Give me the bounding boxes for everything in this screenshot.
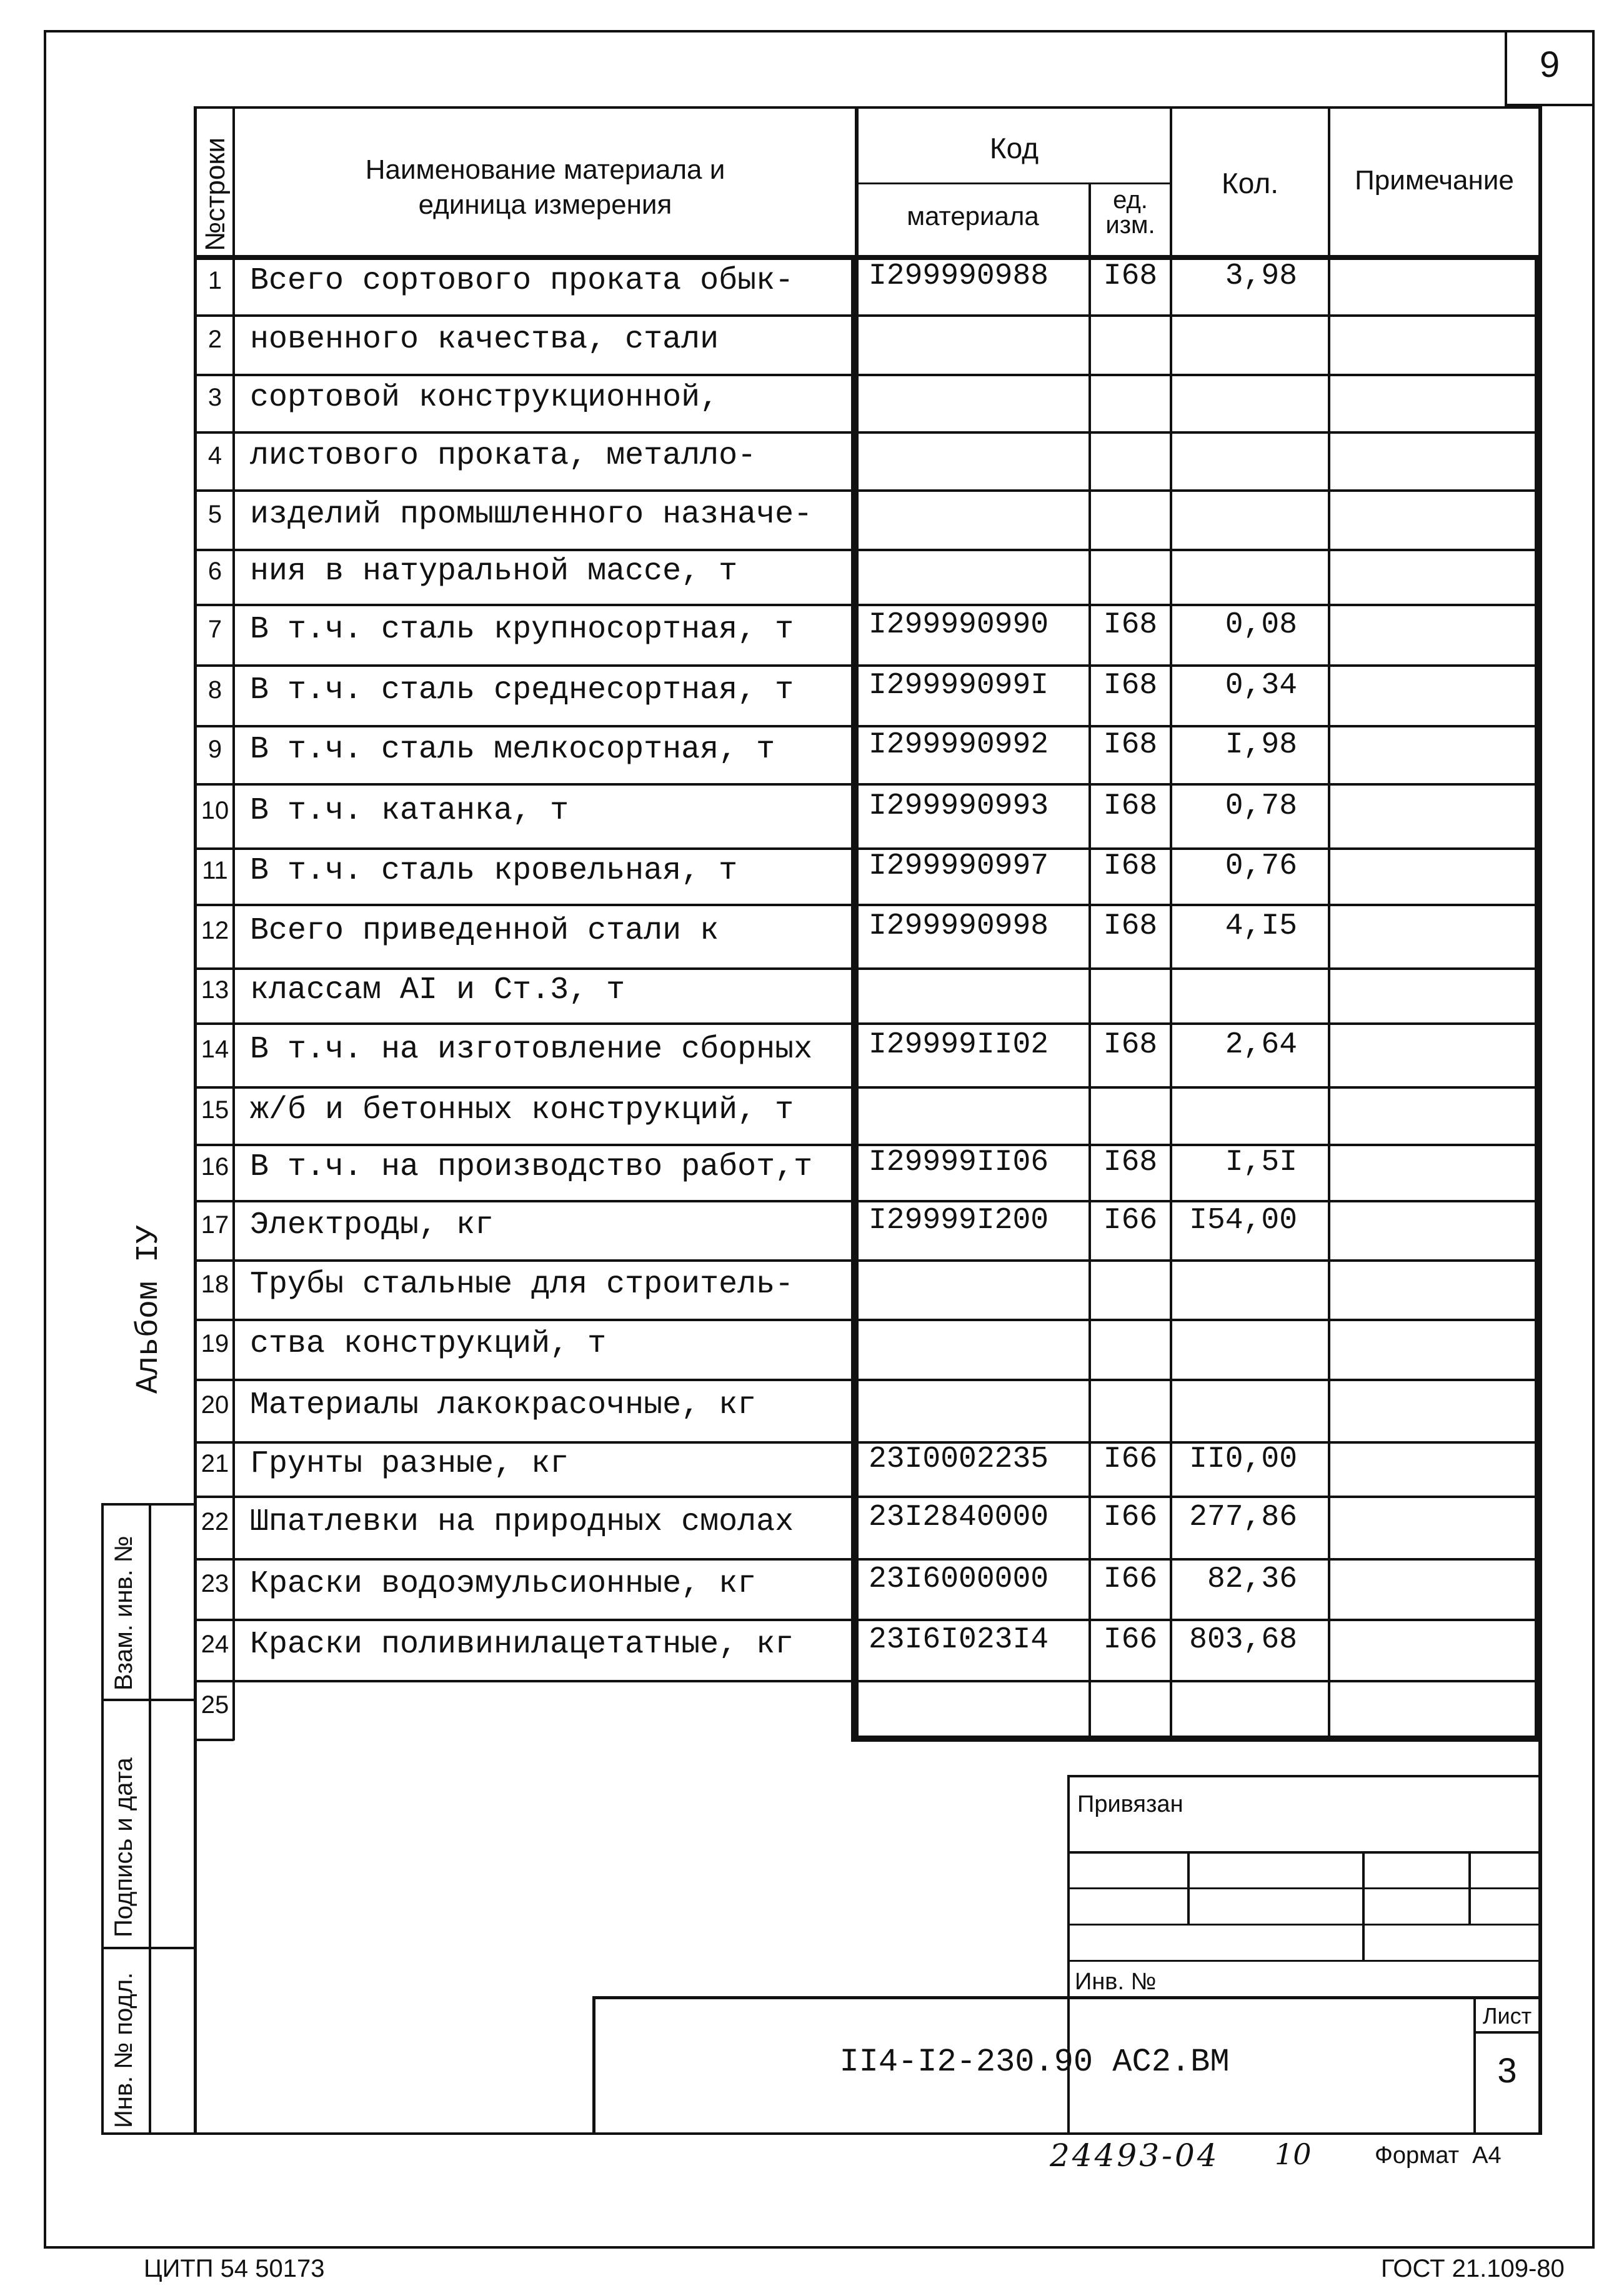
body-thick-right <box>1535 257 1542 1742</box>
table-row <box>0 1024 1624 1087</box>
row-qty: I,5I <box>1225 1146 1297 1179</box>
row-name: В т.ч. сталь мелкосортная, т <box>250 732 775 767</box>
table-row <box>0 666 1624 726</box>
table-row <box>0 605 1624 666</box>
row-name: Всего сортового проката обык- <box>250 263 794 299</box>
row-qty: I,98 <box>1225 728 1297 762</box>
header-unit-b: изм. <box>1105 211 1155 239</box>
row-name: сортовой конструкционной, <box>250 380 719 416</box>
row-code: 23I0002235 <box>869 1442 1049 1476</box>
row-name: Грунты разные, кг <box>250 1446 569 1482</box>
row-number: 9 <box>207 736 222 763</box>
footer-right: ГОСТ 21.109-80 <box>1381 2255 1565 2282</box>
header-code: Код <box>989 132 1039 164</box>
stamp-line1 <box>1067 1851 1542 1854</box>
row-code: I29999II02 <box>869 1028 1049 1062</box>
header-note: Примечание <box>1355 165 1514 196</box>
table-row <box>0 1145 1624 1201</box>
row-number: 22 <box>201 1508 229 1536</box>
side-div1 <box>101 1699 195 1701</box>
row-unit: I68 <box>1103 608 1158 642</box>
row-qty: 277,86 <box>1189 1501 1297 1534</box>
stamp-list-div <box>1473 2031 1542 2034</box>
row-code: 23I6000000 <box>869 1562 1049 1596</box>
row-number: 19 <box>201 1330 229 1357</box>
table-row <box>0 784 1624 849</box>
row-code: I299990992 <box>869 728 1049 762</box>
table-row <box>0 1497 1624 1559</box>
table-row <box>0 375 1624 432</box>
stamp-doc-code: II4-I2-230.90 АС2.ВМ <box>839 2044 1230 2081</box>
row-qty: 4,I5 <box>1225 909 1297 943</box>
side-mid <box>149 1503 151 2134</box>
row-name: В т.ч. сталь кровельная, т <box>250 853 738 889</box>
table-row <box>0 1681 1624 1741</box>
stamp-main-top <box>592 1996 1542 1999</box>
stamp-privyazan-top <box>1067 1775 1542 1777</box>
row25-bottom-left <box>194 1739 234 1741</box>
row-name: Трубы стальные для строитель- <box>250 1267 794 1302</box>
header-unit-a: ед. <box>1113 186 1148 214</box>
row-code: I29999I200 <box>869 1204 1049 1237</box>
row-number: 10 <box>201 797 229 824</box>
row-name: ства конструкций, т <box>250 1326 607 1362</box>
row-number: 2 <box>207 326 222 353</box>
row-number: 16 <box>201 1153 229 1181</box>
stamp-list-label: Лист <box>1482 2003 1532 2029</box>
footer-left: ЦИТП 54 50173 <box>144 2255 325 2282</box>
row-unit: I68 <box>1103 909 1158 943</box>
row-unit: I68 <box>1103 259 1158 293</box>
row-name: В т.ч. сталь среднесортная, т <box>250 672 794 708</box>
row-code: I299990997 <box>869 849 1049 883</box>
row-name: Краски водоэмульсионные, кг <box>250 1566 757 1602</box>
row-code: 23I6I023I4 <box>869 1623 1049 1657</box>
row-number: 13 <box>201 976 229 1004</box>
header-material: материала <box>907 201 1039 231</box>
row-unit: I68 <box>1103 849 1158 883</box>
side-left <box>101 1503 104 2134</box>
row-number: 3 <box>207 384 222 411</box>
row-number: 24 <box>201 1631 229 1658</box>
table-row <box>0 550 1624 605</box>
row-number: 20 <box>201 1391 229 1419</box>
page-number: 9 <box>1539 44 1560 85</box>
row-qty: 0,76 <box>1225 849 1297 883</box>
row-number: 25 <box>201 1691 229 1719</box>
table-row <box>0 432 1624 491</box>
row-code: I299990993 <box>869 789 1049 823</box>
row-unit: I68 <box>1103 669 1158 702</box>
side-top <box>101 1503 195 1506</box>
row-code: I29999099I <box>869 669 1049 702</box>
row-name: Материалы лакокрасочные, кг <box>250 1387 757 1423</box>
body-thick-left <box>851 257 857 1742</box>
row-qty: II0,00 <box>1189 1442 1297 1476</box>
row-number: 11 <box>202 857 228 884</box>
table-row <box>0 1620 1624 1681</box>
row-name: В т.ч. сталь крупносортная, т <box>250 612 794 647</box>
header-name: Наименование материала и единица измерения <box>365 154 725 220</box>
table-row <box>0 726 1624 784</box>
header-qty: Кол. <box>1222 167 1278 199</box>
row-name: ж/б и бетонных конструкций, т <box>250 1092 794 1128</box>
row-number: 7 <box>207 616 222 643</box>
format-label: Формат А4 <box>1375 2142 1502 2169</box>
stamp-line4 <box>1067 1960 1542 1962</box>
handwritten-sheet: 10 <box>1275 2137 1312 2171</box>
row-unit: I66 <box>1103 1204 1158 1237</box>
row-unit: I66 <box>1103 1442 1158 1476</box>
row-number: 15 <box>201 1096 229 1124</box>
row-number: 17 <box>201 1211 229 1239</box>
row-qty: 2,64 <box>1225 1028 1297 1062</box>
handwritten-number: 24493-04 <box>1050 2137 1220 2174</box>
row-qty: 3,98 <box>1225 259 1297 293</box>
side-inv: Инв. № подл. <box>110 1972 137 2128</box>
stamp-privyazan: Привязан <box>1077 1791 1183 1817</box>
row-qty: 803,68 <box>1189 1623 1297 1657</box>
stamp-vline1 <box>1187 1851 1190 1924</box>
row-code: I299990990 <box>869 608 1049 642</box>
table-row <box>0 1380 1624 1442</box>
row-name: В т.ч. на изготовление сборных <box>250 1032 813 1067</box>
table-row <box>0 257 1624 316</box>
stamp-bottom <box>101 2132 1542 2135</box>
header-code-split <box>856 182 1171 184</box>
stamp-line3 <box>1067 1924 1542 1926</box>
frame-bottom <box>44 2246 1595 2249</box>
row-number: 1 <box>207 267 222 294</box>
header-top <box>194 106 1542 109</box>
row-unit: I66 <box>1103 1501 1158 1534</box>
table-row <box>0 1201 1624 1261</box>
side-podpis: Подпись и дата <box>110 1757 137 1937</box>
stamp-list-number: 3 <box>1497 2051 1517 2090</box>
table-row <box>0 1559 1624 1620</box>
body-thick-bottom <box>851 1736 1542 1742</box>
row-name: новенного качества, стали <box>250 322 719 357</box>
table-row <box>0 969 1624 1024</box>
row-unit: I68 <box>1103 1146 1158 1179</box>
row-name: В т.ч. на производство работ,т <box>250 1149 813 1185</box>
row-unit: I66 <box>1103 1562 1158 1596</box>
row-number: 18 <box>201 1271 229 1298</box>
row-number: 14 <box>201 1036 229 1063</box>
row-number: 8 <box>207 676 222 704</box>
row-number: 4 <box>207 442 222 469</box>
row-qty: 0,08 <box>1225 608 1297 642</box>
row-qty: 0,34 <box>1225 669 1297 702</box>
row-name: классам AI и Ст.3, т <box>250 972 625 1008</box>
row-qty: I54,00 <box>1189 1204 1297 1237</box>
header-row-no: №строки <box>200 137 231 251</box>
table-row <box>0 316 1624 375</box>
row-number: 5 <box>207 501 222 528</box>
table-row <box>0 1442 1624 1497</box>
stamp-vline2 <box>1362 1851 1365 1961</box>
row-name: ния в натуральной массе, т <box>250 554 738 589</box>
row-name: Электроды, кг <box>250 1207 494 1243</box>
stamp-inv-no: Инв. № <box>1075 1969 1157 1995</box>
row-number: 23 <box>201 1570 229 1597</box>
side-album: Альбом IУ <box>131 1224 167 1394</box>
stamp-vline3 <box>1468 1851 1471 1924</box>
row-name: Всего приведенной стали к <box>250 913 719 949</box>
row-name: Краски поливинилацетатные, кг <box>250 1627 794 1662</box>
table-row <box>0 1261 1624 1320</box>
row-code: 23I2840000 <box>869 1501 1049 1534</box>
row-code: I299990998 <box>869 909 1049 943</box>
side-vzam: Взам. инв. № <box>110 1536 137 1691</box>
row-number: 6 <box>207 557 222 585</box>
row-code: I29999II06 <box>869 1146 1049 1179</box>
table-row <box>0 849 1624 905</box>
row-name: Шпатлевки на природных смолах <box>250 1504 794 1540</box>
table-row <box>0 491 1624 550</box>
row-unit: I68 <box>1103 789 1158 823</box>
row-number: 21 <box>201 1450 229 1477</box>
stamp-line2 <box>1067 1887 1542 1889</box>
table-row <box>0 1087 1624 1145</box>
row-code: I299990988 <box>869 259 1049 293</box>
row-number: 12 <box>201 917 229 944</box>
row-name: листового проката, металло- <box>250 438 757 474</box>
table-row <box>0 905 1624 969</box>
row-name: изделий промышленного назначе- <box>250 497 813 532</box>
frame-top <box>44 30 1595 32</box>
row-unit: I68 <box>1103 1028 1158 1062</box>
row-unit: I68 <box>1103 728 1158 762</box>
table-row <box>0 1320 1624 1380</box>
row-qty: 0,78 <box>1225 789 1297 823</box>
row-unit: I66 <box>1103 1623 1158 1657</box>
side-div2 <box>101 1947 195 1949</box>
row-name: В т.ч. катанка, т <box>250 793 569 829</box>
row-qty: 82,36 <box>1207 1562 1297 1596</box>
